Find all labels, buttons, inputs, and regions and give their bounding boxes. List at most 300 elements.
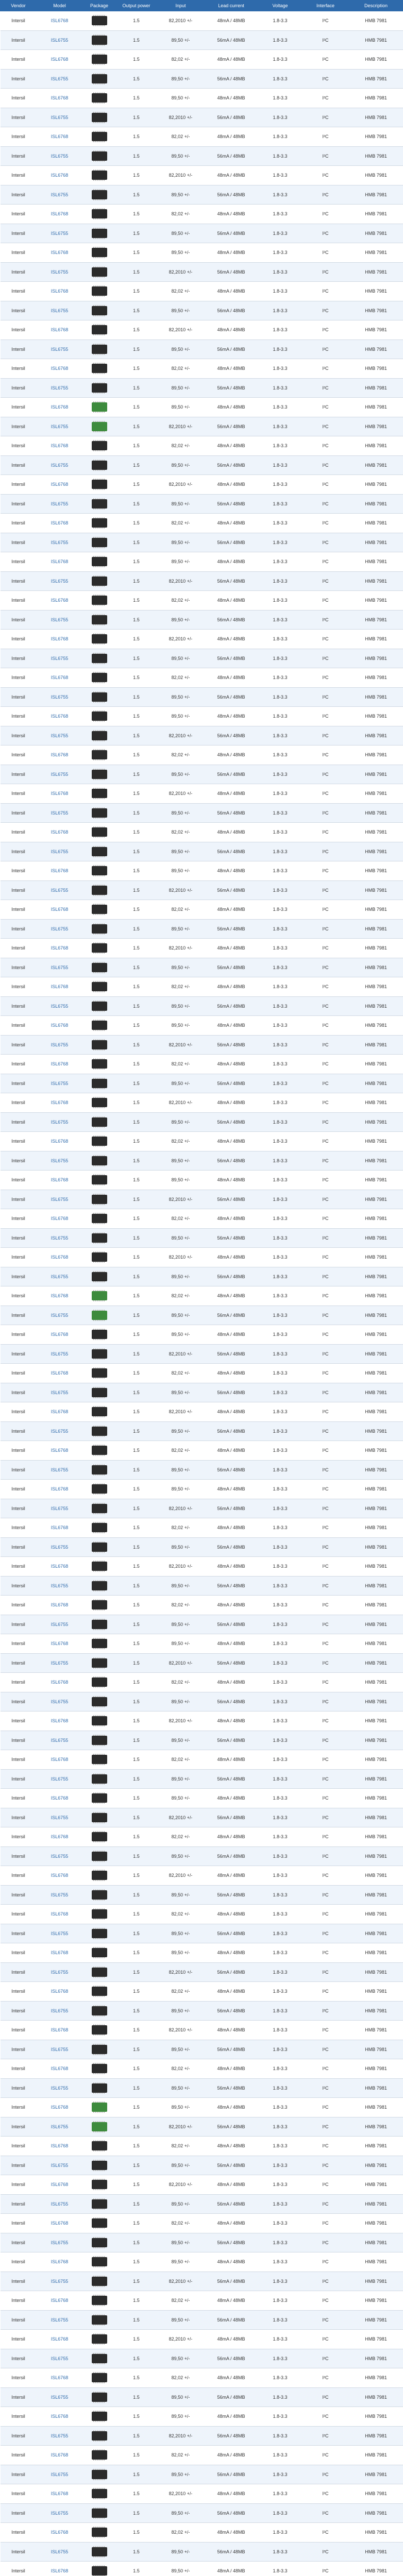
table-cell: 82,2010 +/- [157,784,205,804]
table-cell: Intersil [1,2291,37,2311]
table-row[interactable] [1,1190,403,1209]
table-row[interactable] [1,2194,403,2214]
table-cell: 82,2010 +/- [157,1711,205,1731]
table-cell: 89,50 +/- [157,1576,205,1596]
table-cell: 1.5 [116,1576,157,1596]
table-row[interactable] [1,1615,403,1634]
table-row[interactable] [1,552,403,572]
table-row[interactable] [1,2137,403,2156]
table-cell: 1.5 [116,1846,157,1866]
table-row[interactable] [1,1035,403,1055]
table-row[interactable] [1,1596,403,1615]
table-cell: 1.5 [116,11,157,31]
table-cell: 82,02 +/- [157,282,205,301]
table-row[interactable] [1,2387,403,2407]
package-cell [83,494,116,514]
table-row[interactable] [1,2349,403,2368]
table-row[interactable] [1,1171,403,1190]
chip-package-icon [92,2566,107,2575]
table-cell: HMB 7981 [349,1267,403,1286]
table-cell: 48mA / 48MB [205,514,258,533]
table-row[interactable] [1,707,403,726]
table-cell: 1.8-3.3 [258,1982,303,2002]
table-cell: 89,50 +/- [157,1460,205,1480]
table-row[interactable] [1,1537,403,1557]
table-row[interactable] [1,958,403,977]
table-cell: Intersil [1,2562,37,2576]
table-cell: ISL6755 [37,958,83,977]
table-cell: Intersil [1,1943,37,1963]
table-cell: Intersil [1,1055,37,1074]
package-cell [83,1518,116,1538]
table-row[interactable] [1,205,403,224]
column-header[interactable]: Voltage [258,1,303,11]
table-row[interactable] [1,455,403,475]
table-row[interactable] [1,2040,403,2059]
table-cell: 1.8-3.3 [258,1035,303,1055]
table-cell: 1.8-3.3 [258,1093,303,1113]
table-cell: ISL6768 [37,475,83,495]
column-header[interactable]: Interface [303,1,349,11]
table-cell: 48mA / 48MB [205,1711,258,1731]
table-cell: 56mA / 48MB [205,996,258,1016]
table-row[interactable] [1,1248,403,1267]
table-cell: ISL6768 [37,1866,83,1886]
table-cell: 1.5 [116,1866,157,1886]
package-cell [83,552,116,572]
table-row[interactable] [1,1827,403,1847]
table-row[interactable] [1,939,403,958]
table-row[interactable] [1,108,403,127]
table-cell: I²C [303,2001,349,2021]
table-row[interactable] [1,2542,403,2562]
table-cell: 56mA / 48MB [205,1267,258,1286]
table-cell: 1.5 [116,2426,157,2446]
table-row[interactable] [1,2078,403,2098]
table-cell: 82,2010 +/- [157,1402,205,1422]
column-header[interactable]: Model [37,1,83,11]
table-cell: 82,2010 +/- [157,2330,205,2349]
table-row[interactable] [1,1576,403,1596]
table-cell: 1.8-3.3 [258,919,303,939]
table-cell: 48mA / 48MB [205,668,258,688]
table-cell: Intersil [1,514,37,533]
table-row[interactable] [1,649,403,668]
table-cell: 89,50 +/- [157,2194,205,2214]
table-row[interactable] [1,69,403,89]
table-cell: 1.8-3.3 [258,89,303,108]
table-cell: 56mA / 48MB [205,842,258,861]
table-row[interactable] [1,1344,403,1364]
table-row[interactable] [1,1885,403,1905]
table-cell: HMB 7981 [349,2349,403,2368]
table-cell: I²C [303,282,349,301]
table-row[interactable] [1,1808,403,1827]
table-row[interactable] [1,1731,403,1750]
table-cell: Intersil [1,2156,37,2175]
table-cell: HMB 7981 [349,591,403,611]
table-row[interactable] [1,1421,403,1441]
package-cell [83,1132,116,1151]
table-row[interactable] [1,630,403,649]
table-cell: 1.8-3.3 [258,166,303,185]
table-cell: 82,2010 +/- [157,2484,205,2504]
table-row[interactable] [1,1711,403,1731]
table-cell: Intersil [1,977,37,997]
table-cell: 1.5 [116,1093,157,1113]
table-row[interactable] [1,1093,403,1113]
table-row[interactable] [1,1962,403,1982]
table-cell: Intersil [1,2194,37,2214]
table-row[interactable] [1,1364,403,1383]
table-row[interactable] [1,1402,403,1422]
table-row[interactable] [1,2426,403,2446]
table-cell: 48mA / 48MB [205,591,258,611]
table-row[interactable] [1,1982,403,2002]
table-row[interactable] [1,2562,403,2576]
table-row[interactable] [1,668,403,688]
table-row[interactable] [1,243,403,263]
table-cell: 89,50 +/- [157,1943,205,1963]
table-row[interactable] [1,2465,403,2484]
table-cell: ISL6755 [37,224,83,243]
table-cell: 82,02 +/- [157,359,205,379]
chip-package-icon [92,866,107,875]
table-cell: 89,50 +/- [157,2503,205,2523]
package-cell [83,1615,116,1634]
table-cell: HMB 7981 [349,455,403,475]
table-row[interactable] [1,30,403,50]
table-cell: ISL6755 [37,69,83,89]
table-cell: HMB 7981 [349,2137,403,2156]
column-header[interactable]: Package [83,1,116,11]
table-cell: Intersil [1,707,37,726]
table-row[interactable] [1,2156,403,2175]
table-row[interactable] [1,1789,403,1808]
table-row[interactable] [1,784,403,804]
table-cell: HMB 7981 [349,2542,403,2562]
table-cell: 48mA / 48MB [205,1827,258,1847]
table-row[interactable] [1,166,403,185]
table-row[interactable] [1,1480,403,1499]
table-cell: 1.5 [116,2252,157,2272]
table-cell: I²C [303,1364,349,1383]
table-row[interactable] [1,417,403,436]
table-row[interactable] [1,2523,403,2543]
table-row[interactable] [1,2098,403,2117]
table-cell: Intersil [1,2542,37,2562]
table-cell: Intersil [1,1325,37,1345]
chip-package-icon [92,1002,107,1011]
table-row[interactable] [1,11,403,31]
column-header[interactable]: Vendor [1,1,37,11]
table-row[interactable] [1,185,403,205]
table-cell: ISL6755 [37,1344,83,1364]
table-cell: 48mA / 48MB [205,2407,258,2427]
package-cell [83,2021,116,2040]
table-row[interactable] [1,2446,403,2465]
table-row[interactable] [1,803,403,823]
table-cell: 56mA / 48MB [205,146,258,166]
table-row[interactable] [1,996,403,1016]
table-cell: HMB 7981 [349,1711,403,1731]
chip-package-icon [92,1021,107,1030]
table-cell: ISL6755 [37,996,83,1016]
column-header[interactable]: Lead current [205,1,258,11]
table-row[interactable] [1,50,403,70]
table-row[interactable] [1,2001,403,2021]
table-cell: 48mA / 48MB [205,2021,258,2040]
table-row[interactable] [1,823,403,842]
table-row[interactable] [1,224,403,243]
table-cell: Intersil [1,2503,37,2523]
table-row[interactable] [1,610,403,630]
table-row[interactable] [1,2291,403,2311]
table-row[interactable] [1,1518,403,1538]
table-cell: 1.8-3.3 [258,1731,303,1750]
table-cell: 56mA / 48MB [205,958,258,977]
table-cell: 89,50 +/- [157,919,205,939]
table-cell: Intersil [1,282,37,301]
table-cell: 89,50 +/- [157,707,205,726]
table-cell: 1.5 [116,2137,157,2156]
table-cell: 1.5 [116,1924,157,1943]
table-cell: HMB 7981 [349,2194,403,2214]
table-row[interactable] [1,765,403,784]
table-row[interactable] [1,861,403,881]
table-row[interactable] [1,1441,403,1461]
table-row[interactable] [1,1634,403,1654]
table-cell: ISL6768 [37,2562,83,2576]
table-row[interactable] [1,1769,403,1789]
table-cell: HMB 7981 [349,1112,403,1132]
table-cell: ISL6755 [37,1615,83,1634]
table-row[interactable] [1,1750,403,1770]
package-cell [83,205,116,224]
table-row[interactable] [1,2310,403,2330]
table-cell: 1.5 [116,707,157,726]
table-row[interactable] [1,977,403,997]
chip-package-icon [92,1291,107,1300]
table-row[interactable] [1,514,403,533]
table-cell: I²C [303,1421,349,1441]
package-cell [83,1460,116,1480]
table-cell: HMB 7981 [349,745,403,765]
table-cell: 1.8-3.3 [258,1924,303,1943]
chip-package-icon [92,1175,107,1184]
table-cell: 1.5 [116,30,157,50]
chip-package-icon [92,1311,107,1320]
table-cell: ISL6755 [37,2040,83,2059]
table-cell: Intersil [1,1093,37,1113]
table-row[interactable] [1,591,403,611]
table-cell: I²C [303,610,349,630]
table-cell: 1.8-3.3 [258,977,303,997]
chip-package-icon [92,1407,107,1416]
table-row[interactable] [1,340,403,359]
table-row[interactable] [1,2233,403,2252]
table-row[interactable] [1,127,403,147]
table-row[interactable] [1,89,403,108]
table-cell: Intersil [1,823,37,842]
table-row[interactable] [1,2059,403,2079]
chip-package-icon [92,286,107,296]
table-cell: Intersil [1,1344,37,1364]
package-cell [83,2098,116,2117]
table-row[interactable] [1,2252,403,2272]
table-cell: 48mA / 48MB [205,823,258,842]
table-cell: 1.5 [116,1325,157,1345]
table-cell: ISL6755 [37,1846,83,1866]
table-cell: Intersil [1,803,37,823]
table-row[interactable] [1,1924,403,1943]
table-cell: 89,50 +/- [157,1537,205,1557]
table-row[interactable] [1,494,403,514]
table-row[interactable] [1,1653,403,1673]
table-row[interactable] [1,2214,403,2233]
table-cell: 1.8-3.3 [258,2137,303,2156]
table-cell: HMB 7981 [349,2117,403,2137]
table-row[interactable] [1,1112,403,1132]
table-row[interactable] [1,359,403,379]
table-cell: 1.8-3.3 [258,1789,303,1808]
table-row[interactable] [1,1209,403,1229]
table-cell: HMB 7981 [349,1421,403,1441]
table-row[interactable] [1,1557,403,1577]
table-row[interactable] [1,745,403,765]
table-cell: I²C [303,1132,349,1151]
table-cell: 48mA / 48MB [205,2523,258,2543]
chip-package-icon [92,1890,107,1900]
table-row[interactable] [1,1016,403,1036]
table-cell: I²C [303,1962,349,1982]
column-header[interactable]: Description [349,1,403,11]
table-row[interactable] [1,842,403,861]
table-row[interactable] [1,398,403,417]
table-row[interactable] [1,2272,403,2291]
chip-package-icon [92,1677,107,1687]
table-cell: 1.8-3.3 [258,1267,303,1286]
table-row[interactable] [1,2021,403,2040]
package-cell [83,282,116,301]
table-cell: 82,02 +/- [157,1982,205,2002]
package-cell [83,185,116,205]
table-row[interactable] [1,1866,403,1886]
table-row[interactable] [1,880,403,900]
table-cell: 89,50 +/- [157,243,205,263]
table-cell: 1.5 [116,571,157,591]
table-cell: I²C [303,378,349,398]
table-row[interactable] [1,1228,403,1248]
chip-package-icon [92,480,107,489]
table-row[interactable] [1,2503,403,2523]
table-row[interactable] [1,900,403,920]
table-row[interactable] [1,1460,403,1480]
table-cell: 1.8-3.3 [258,455,303,475]
table-row[interactable] [1,1074,403,1093]
table-cell: Intersil [1,108,37,127]
package-cell [83,1982,116,2002]
table-cell: 82,2010 +/- [157,1866,205,1886]
package-cell [83,1190,116,1209]
package-cell [83,2001,116,2021]
table-cell: 48mA / 48MB [205,1171,258,1190]
table-row[interactable] [1,1306,403,1325]
table-row[interactable] [1,1943,403,1963]
table-cell: HMB 7981 [349,552,403,572]
table-cell: 48mA / 48MB [205,282,258,301]
table-row[interactable] [1,726,403,745]
table-row[interactable] [1,146,403,166]
table-cell: ISL6768 [37,359,83,379]
table-row[interactable] [1,1499,403,1518]
table-row[interactable] [1,2330,403,2349]
table-row[interactable] [1,1846,403,1866]
table-cell: 89,50 +/- [157,649,205,668]
package-cell [83,687,116,707]
table-cell: ISL6768 [37,1171,83,1190]
table-cell: 48mA / 48MB [205,1596,258,1615]
column-header[interactable]: Input [157,1,205,11]
table-cell: I²C [303,2465,349,2484]
table-row[interactable] [1,1905,403,1924]
chip-package-icon [92,93,107,103]
table-row[interactable] [1,571,403,591]
table-row[interactable] [1,262,403,282]
table-cell: 1.5 [116,2194,157,2214]
table-cell: HMB 7981 [349,2040,403,2059]
table-cell: HMB 7981 [349,1480,403,1499]
table-row[interactable] [1,1325,403,1345]
table-row[interactable] [1,687,403,707]
table-row[interactable] [1,301,403,320]
table-row[interactable] [1,2484,403,2504]
chip-package-icon [92,1658,107,1668]
table-row[interactable] [1,533,403,552]
table-row[interactable] [1,1673,403,1692]
table-cell: 48mA / 48MB [205,1905,258,1924]
package-cell [83,320,116,340]
table-row[interactable] [1,1286,403,1306]
table-row[interactable] [1,1132,403,1151]
column-header[interactable]: Output power [116,1,157,11]
table-row[interactable] [1,1055,403,1074]
package-cell [83,1846,116,1866]
table-cell: 48mA / 48MB [205,1286,258,1306]
table-row[interactable] [1,282,403,301]
table-row[interactable] [1,2117,403,2137]
table-cell: HMB 7981 [349,1383,403,1402]
chip-package-icon [92,1832,107,1841]
table-row[interactable] [1,2368,403,2388]
table-cell: 56mA / 48MB [205,533,258,552]
table-cell: ISL6755 [37,1537,83,1557]
table-row[interactable] [1,1692,403,1711]
table-row[interactable] [1,1151,403,1171]
table-row[interactable] [1,919,403,939]
table-row[interactable] [1,378,403,398]
table-row[interactable] [1,436,403,456]
table-row[interactable] [1,1383,403,1402]
table-cell: 1.8-3.3 [258,1016,303,1036]
table-row[interactable] [1,2175,403,2195]
table-row[interactable] [1,2407,403,2427]
table-cell: ISL6768 [37,2252,83,2272]
table-row[interactable] [1,475,403,495]
table-row[interactable] [1,320,403,340]
table-row[interactable] [1,1267,403,1286]
table-cell: ISL6755 [37,340,83,359]
